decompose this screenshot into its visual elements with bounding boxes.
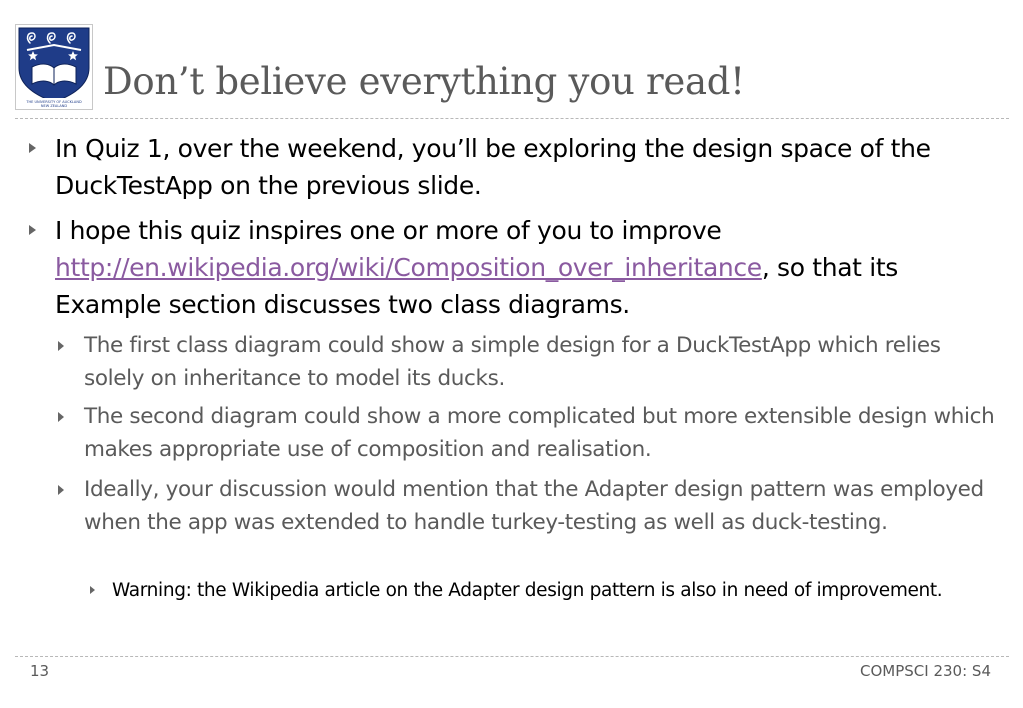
bullet-arrow-icon (58, 341, 64, 351)
bullet-arrow-icon (29, 225, 36, 235)
page-number: 13 (30, 662, 50, 680)
composition-over-inheritance-link[interactable]: http://en.wikipedia.org/wiki/Composition_over_inheritance (55, 253, 762, 282)
title-divider (15, 118, 1009, 119)
bullet-arrow-icon (58, 412, 64, 422)
bullet-improve-wiki (55, 212, 1000, 323)
bullet-arrow-icon (90, 586, 95, 594)
sub-bullet-text: The first class diagram could show a simple design for a DuckTestApp which relies solely on inheritance to model its ducks. (84, 333, 941, 391)
sub-sub-bullet-text: Warning: the Wikipedia article on the Adapter design pattern is also in need of improvement. (112, 580, 943, 601)
university-crest-logo (15, 24, 93, 110)
sub-bullet-text: Ideally, your discussion would mention that the Adapter design pattern was employed when the app was extended to handle turkey-testing as well as duck-testing. (84, 477, 984, 535)
slide-title: Don’t believe everything you read! (103, 60, 745, 103)
logo-sub-text: NEW ZEALAND (40, 104, 68, 108)
bullet-text-before-link: I hope this quiz inspires one or more of you to improve (55, 216, 722, 245)
sub-bullet-adapter-pattern (84, 473, 999, 539)
sub-sub-bullet-warning (112, 576, 992, 605)
bullet-text-after-link: , so that its Example section discusses two class diagrams. (55, 253, 898, 319)
sub-bullet-first-diagram (84, 329, 999, 395)
sub-bullet-text: The second diagram could show a more complicated but more extensible design which makes appropriate use of composition and realisation. (84, 404, 995, 462)
logo-banner-text: THE UNIVERSITY OF AUCKLAND (26, 100, 82, 104)
sub-bullet-second-diagram (84, 400, 999, 466)
footer-divider (15, 656, 1009, 657)
bullet-quiz (55, 130, 1000, 204)
bullet-text: In Quiz 1, over the weekend, you’ll be exploring the design space of the DuckTestApp on the previous slide. (55, 134, 931, 200)
bullet-arrow-icon (29, 143, 36, 153)
course-label: COMPSCI 230: S4 (860, 662, 991, 680)
bullet-arrow-icon (58, 485, 64, 495)
